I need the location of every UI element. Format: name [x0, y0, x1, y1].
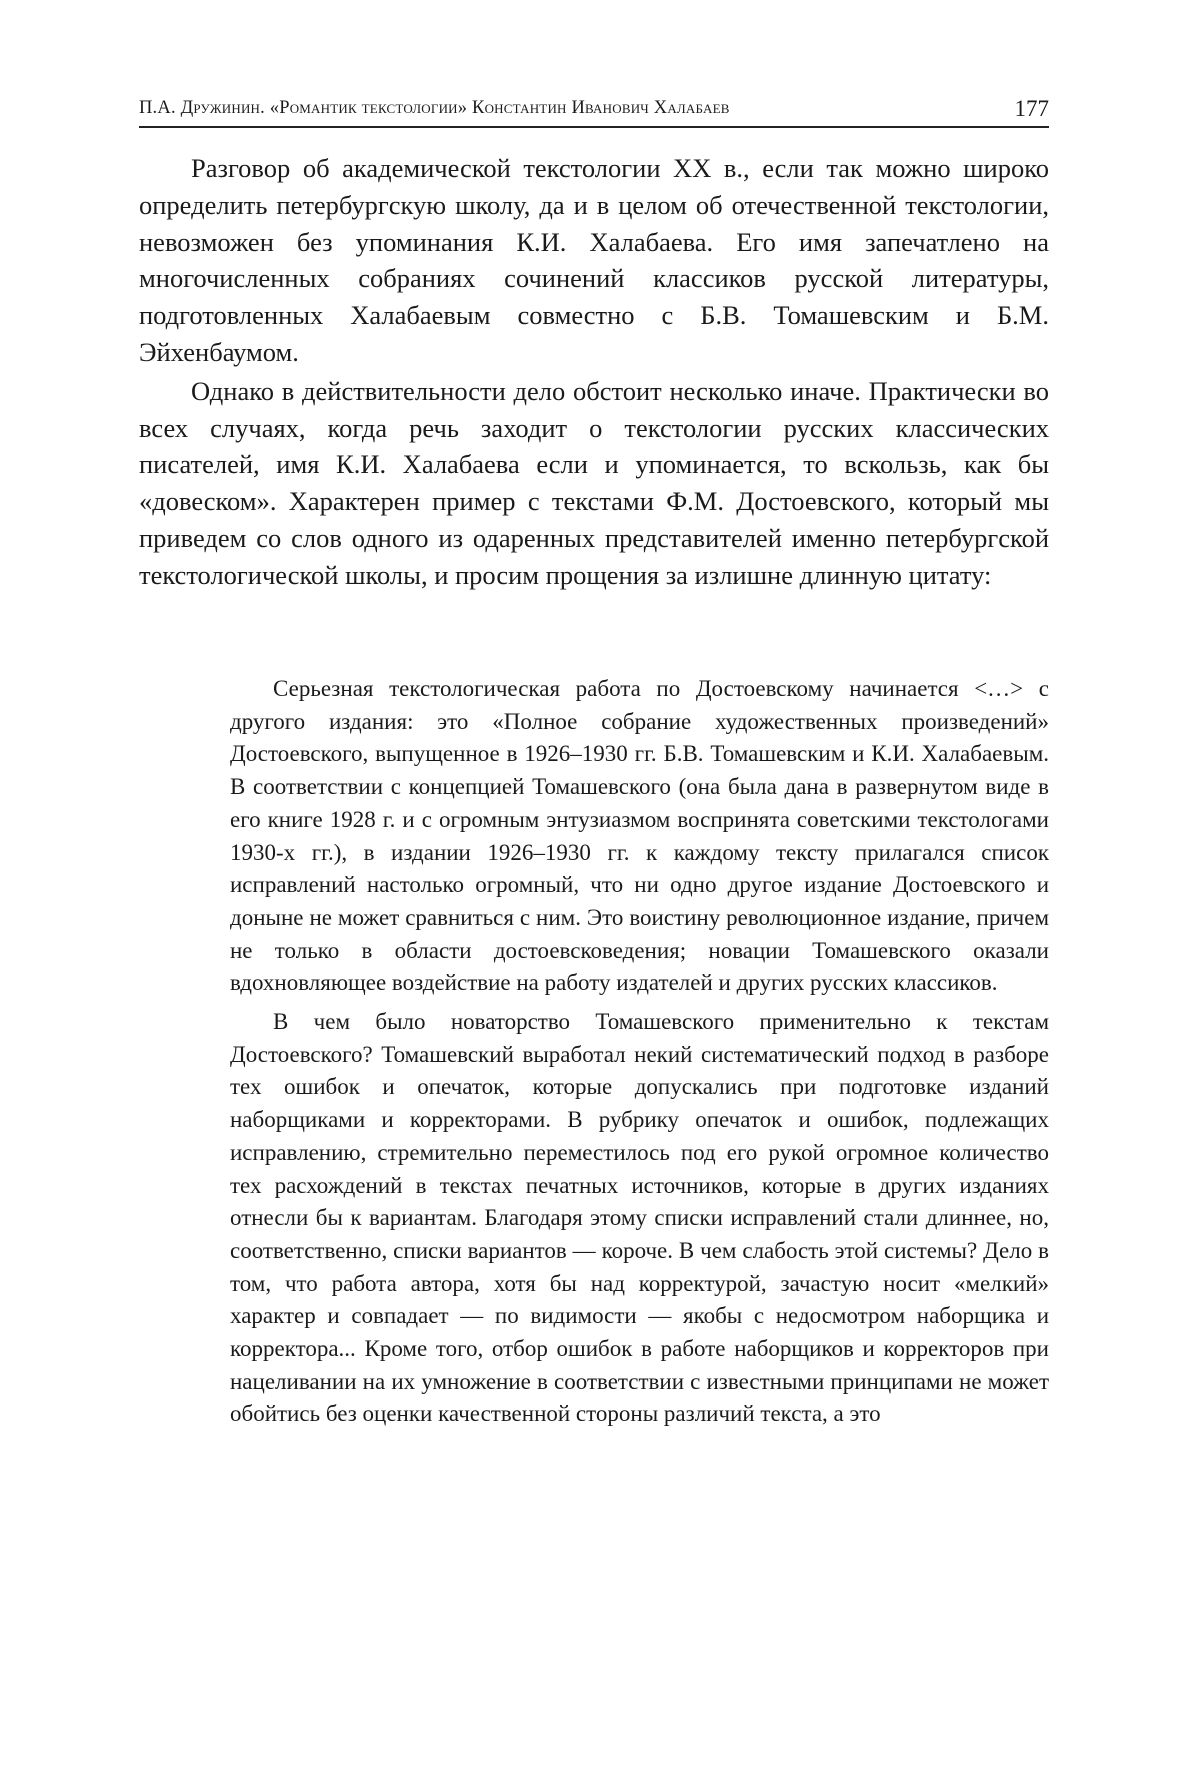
body-paragraph: Разговор об академической текстологии XX в., если так можно широко определить петербургскую школу, да и в целом об отечественной текстологии, невозможен без упоминания К.И. Халабаева. Его имя запечатлено на многочисленных собраниях сочинений классиков русской литературы, подготовленных Халабаевым совместно с Б.В. Томашевским и Б.М. Эйхенбаумом. [139, 153, 1049, 367]
body-paragraph: Однако в действительности дело обстоит несколько иначе. Практически во всех случаях, когда речь заходит о текстологии русских классических писателей, имя К.И. Халабаева если и упоминается, то вскользь, как бы «довеском». Характерен пример с текстами Ф.М. Достоевского, который мы приведем со слов одного из одаренных представителей именно петербургской текстологической школы, и просим прощения за излишне длинную цитату: [139, 375, 1049, 590]
running-head [139, 88, 1049, 128]
block-quote [230, 673, 1049, 1431]
page-number: 177 [1014, 96, 1049, 121]
quote-paragraph: Серьезная текстологическая работа по Достоевскому начинается <…> с другого издания: это «Полное собрание художественных произведений» Достоевского, выпущенное в 1926–1930 гг. Б.В. Томашевским и К.И. Халабаевым. В соответствии с концепцией Томашевского (она была дана в развернутом виде в его книге 1928 г. и с огромным энтузиазмом воспринята советскими текстологами 1930-х гг.), в издании 1926–1930 гг. к каждому тексту прилагался список исправлений настолько огромный, что ни одно другое издание Достоевского и доныне не может сравниться с ним. Это воистину революционное издание, причем не только в области достоевсковедения; новации Томашевского оказали вдохновляющее воздействие на работу издателей и других русских классиков. [230, 676, 1049, 996]
running-title: П.А. Дружинин. «Романтик текстологии» Константин Иванович Халабаев [139, 98, 730, 118]
quote-paragraph: В чем было новаторство Томашевского применительно к текстам Достоевского? Томашевский выработал некий систематический подход в разборе тех ошибок и опечаток, которые допускались при подготовке изданий наборщиками и корректорами. В рубрику опечаток и ошибок, подлежащих исправлению, стремительно переместилось под его рукой огромное количество тех расхождений в текстах печатных источников, которые в других изданиях отнесли бы к вариантам. Благодаря этому списки исправлений стали длиннее, но, соответственно, списки вариантов — короче. В чем слабость этой системы? Дело в том, что работа автора, хотя бы над корректурой, зачастую носит «мелкий» характер и совпадает — по видимости — якобы с недосмотром наборщика и корректора... Кроме того, отбор ошибок в работе наборщиков и корректоров при нацеливании на их умножение в соответствии с известными принципами не может обойтись без оценки качественной стороны различий текста, а это [230, 1009, 1049, 1427]
main-text [139, 150, 1049, 594]
